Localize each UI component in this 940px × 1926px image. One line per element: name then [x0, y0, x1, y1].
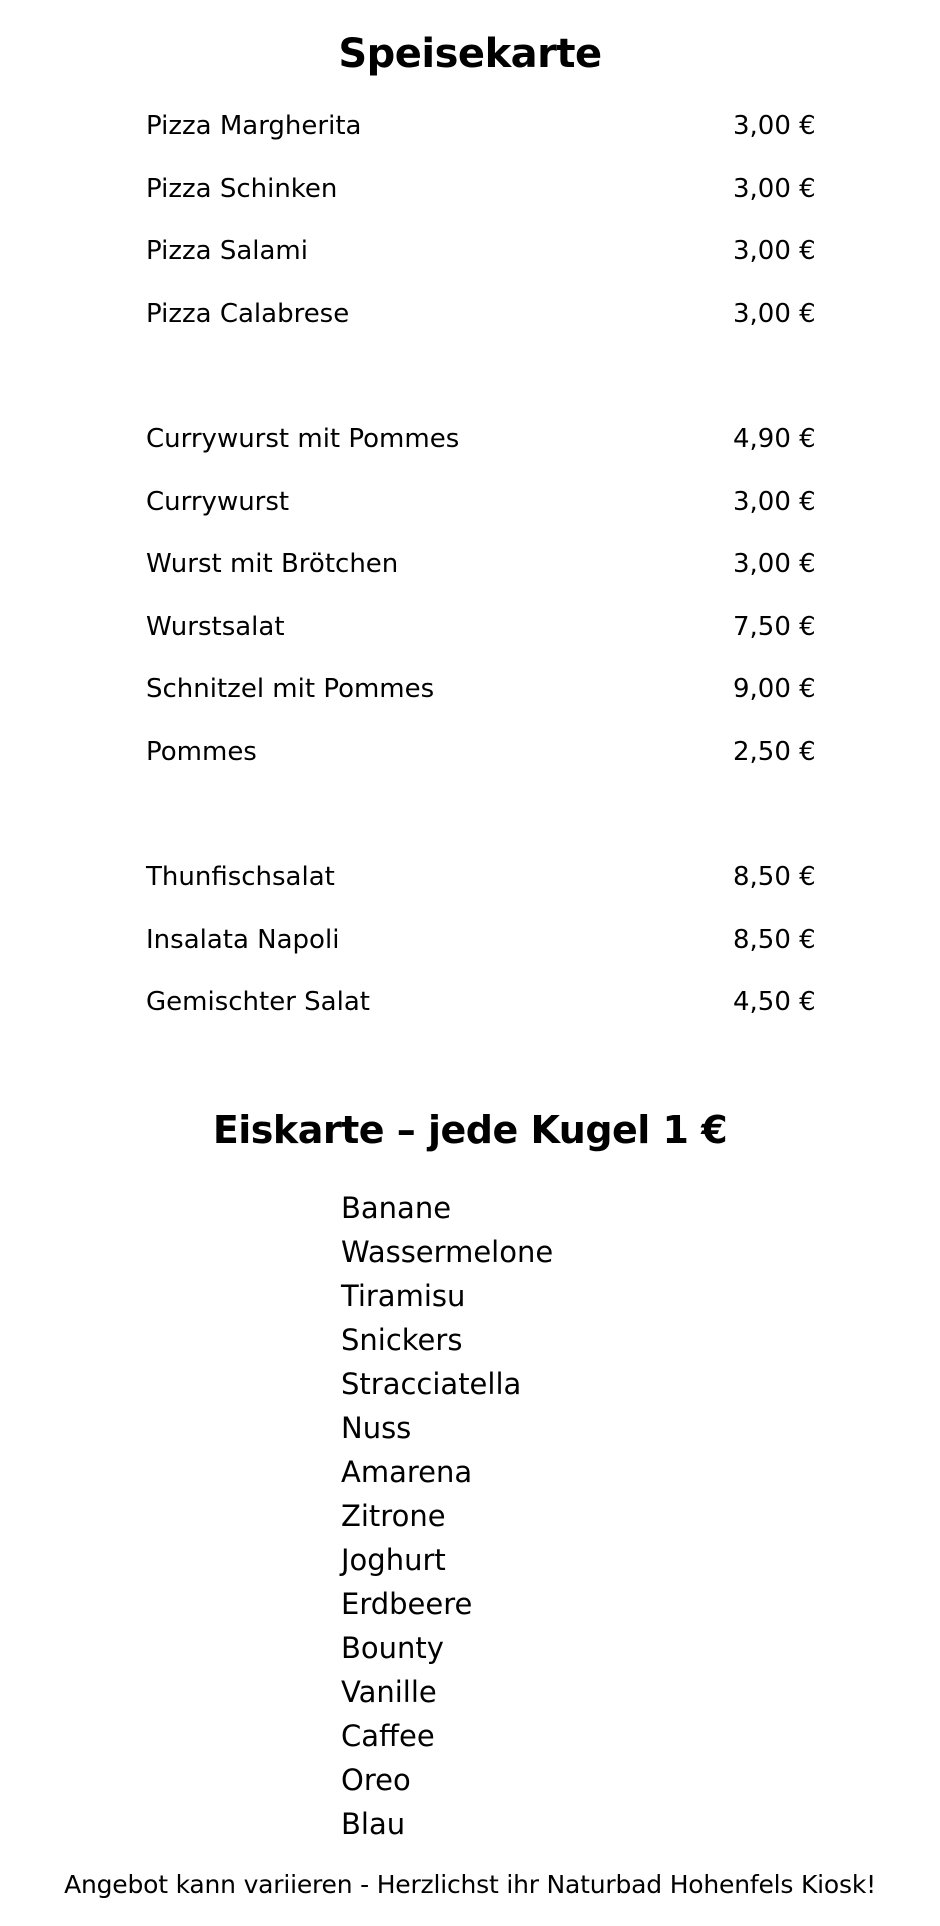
- ice-flavor: Erdbeere: [341, 1587, 473, 1621]
- food-item-price: 9,00 €: [733, 674, 816, 704]
- footer-note: Angebot kann variieren - Herzlichst ihr Naturbad Hohenfels Kiosk!: [64, 1870, 876, 1899]
- food-item-name: Pizza Salami: [146, 236, 308, 266]
- ice-flavor: Nuss: [341, 1411, 412, 1445]
- food-item-name: Currywurst: [146, 487, 290, 517]
- ice-flavor: Oreo: [341, 1763, 411, 1797]
- food-item-price: 4,90 €: [733, 424, 816, 454]
- food-item: [0, 857, 940, 897]
- food-item-name: Pizza Calabrese: [146, 299, 350, 329]
- food-item: [0, 607, 940, 647]
- food-item-name: Wurst mit Brötchen: [146, 549, 399, 579]
- food-item: [0, 419, 940, 459]
- food-item-price: 2,50 €: [733, 737, 816, 767]
- food-item-price: 3,00 €: [733, 549, 816, 579]
- food-item: [0, 732, 940, 772]
- food-item-price: 3,00 €: [733, 299, 816, 329]
- food-item-price: 3,00 €: [733, 487, 816, 517]
- food-item-name: Insalata Napoli: [146, 925, 340, 955]
- food-item-price: 8,50 €: [733, 925, 816, 955]
- ice-flavor: Blau: [341, 1807, 406, 1841]
- ice-flavor: Bounty: [341, 1631, 444, 1665]
- food-item-name: Currywurst mit Pommes: [146, 424, 460, 454]
- food-item-price: 7,50 €: [733, 612, 816, 642]
- food-item: [0, 482, 940, 522]
- food-item-name: Pommes: [146, 737, 257, 767]
- ice-flavor: Vanille: [341, 1675, 437, 1709]
- ice-flavor: Stracciatella: [341, 1367, 522, 1401]
- ice-flavor: Amarena: [341, 1455, 473, 1489]
- food-menu-title: Speisekarte: [338, 31, 602, 77]
- food-item: [0, 920, 940, 960]
- food-item: [0, 669, 940, 709]
- food-item-name: Pizza Schinken: [146, 174, 338, 204]
- food-item-name: Thunfischsalat: [146, 862, 335, 892]
- ice-flavor: Caffee: [341, 1719, 435, 1753]
- ice-flavor: Zitrone: [341, 1499, 446, 1533]
- food-item-name: Pizza Margherita: [146, 111, 362, 141]
- food-item: [0, 169, 940, 209]
- food-item: [0, 544, 940, 584]
- food-item: [0, 106, 940, 146]
- food-item-price: 3,00 €: [733, 236, 816, 266]
- food-item-price: 4,50 €: [733, 987, 816, 1017]
- food-item: [0, 982, 940, 1022]
- ice-flavor: Wassermelone: [341, 1235, 554, 1269]
- ice-flavor: Snickers: [341, 1323, 463, 1357]
- food-item-price: 3,00 €: [733, 111, 816, 141]
- food-item-name: Schnitzel mit Pommes: [146, 674, 435, 704]
- ice-flavor: Banane: [341, 1191, 452, 1225]
- ice-flavor: Tiramisu: [341, 1279, 466, 1313]
- food-item: [0, 231, 940, 271]
- food-item-name: Wurstsalat: [146, 612, 285, 642]
- food-item-price: 3,00 €: [733, 174, 816, 204]
- ice-flavor: Joghurt: [341, 1543, 446, 1577]
- ice-menu-title: Eiskarte – jede Kugel 1 €: [212, 1108, 728, 1152]
- food-item: [0, 294, 940, 334]
- food-item-price: 8,50 €: [733, 862, 816, 892]
- food-item-name: Gemischter Salat: [146, 987, 370, 1017]
